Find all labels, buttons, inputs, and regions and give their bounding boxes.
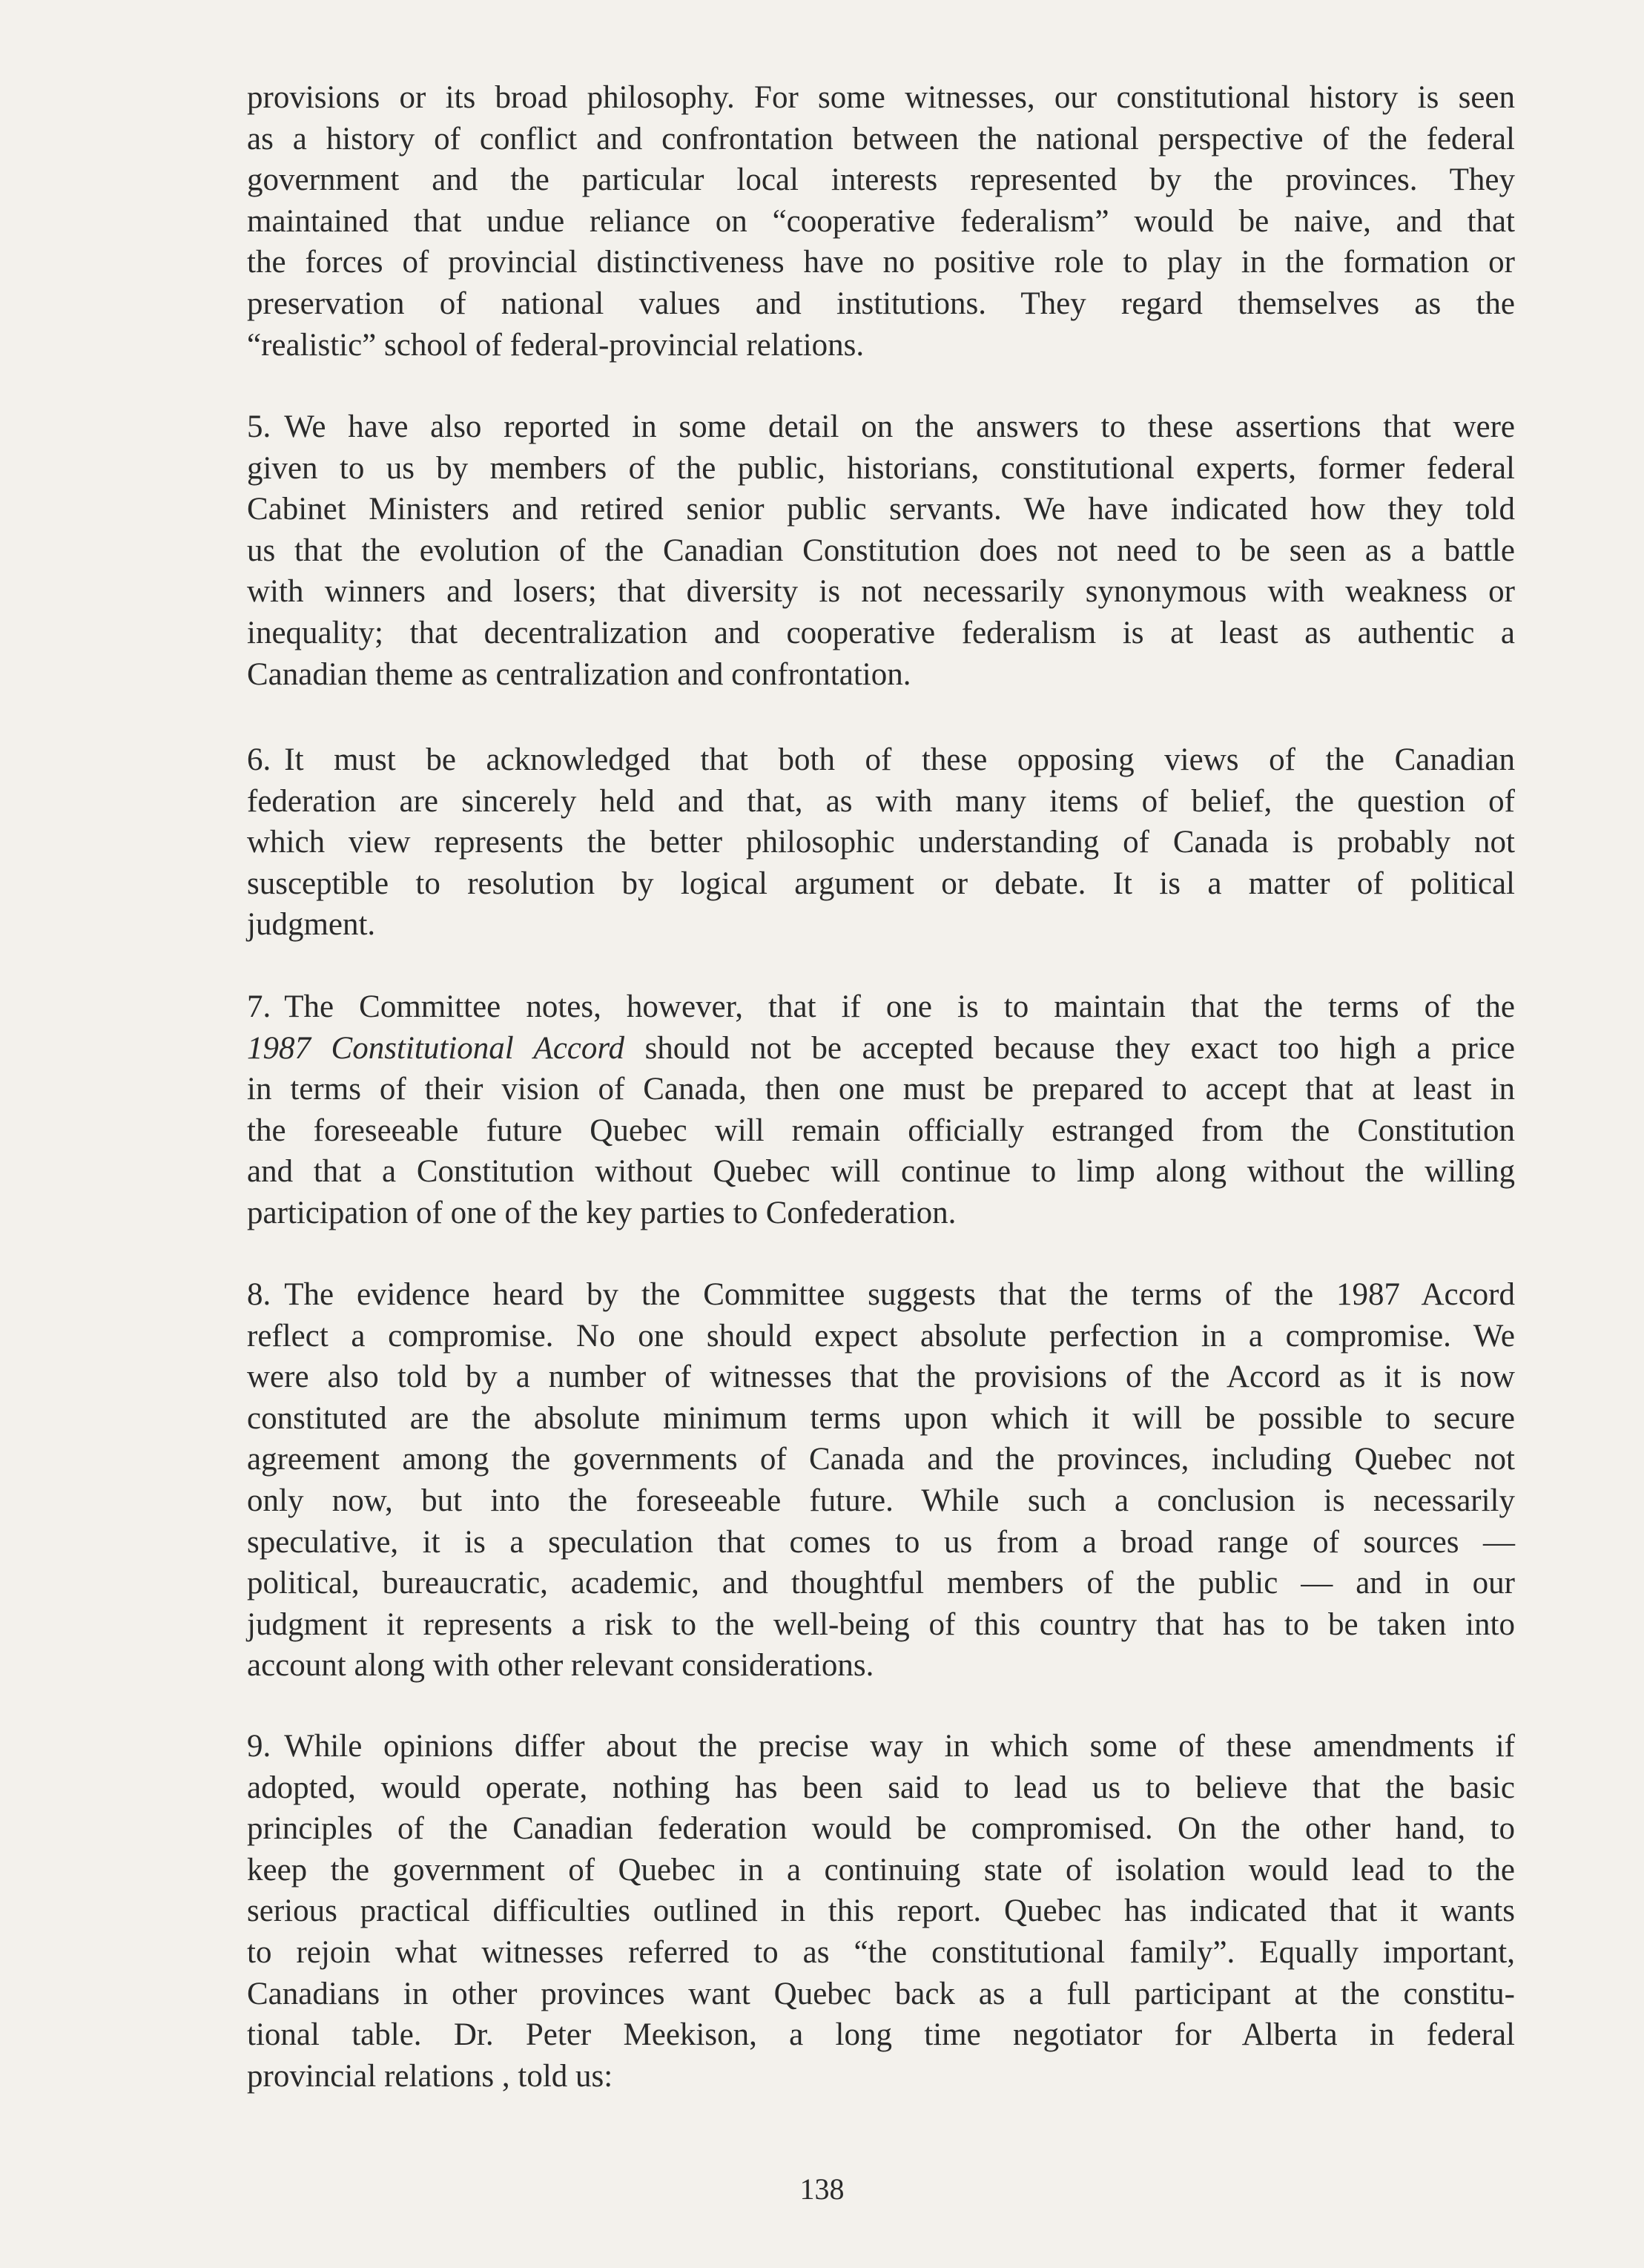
paragraph-6 [247, 739, 1515, 946]
text-line: and that a Constitution without Quebec will continue to limp along without the willing [247, 1154, 1515, 1190]
text-line: to rejoin what witnesses referred to as “the constitutional family”. Equally important, [247, 1934, 1515, 1970]
paragraph-9 [247, 1726, 1515, 2097]
accord-title: 1987 Constitutional Accord [247, 1030, 625, 1066]
text-line: as a history of conflict and confrontation between the national perspective of the federal [247, 121, 1515, 156]
text-line: inequality; that decentralization and cooperative federalism is at least as authentic a [247, 615, 1515, 650]
text-line: the foreseeable future Quebec will remain officially estranged from the Constitution [247, 1112, 1515, 1148]
paragraph-4-continuation [247, 77, 1515, 366]
text-line: only now, but into the foreseeable future. While such a conclusion is necessarily [247, 1483, 1515, 1518]
paragraph-number: 5. [247, 409, 271, 444]
text-line: serious practical difficulties outlined in this report. Quebec has indicated that it wants [247, 1893, 1515, 1929]
text-line: provisions or its broad philosophy. For some witnesses, our constitutional history is seen [247, 80, 1515, 115]
text-line: agreement among the governments of Canada and the provinces, including Quebec not [247, 1442, 1515, 1477]
text-line-content: The evidence heard by the Committee suggests that the terms of the 1987 Accord [284, 1277, 1515, 1312]
text-line [247, 986, 1515, 1028]
text-line: maintained that undue reliance on “cooperative federalism” would be naive, and that [247, 203, 1515, 239]
text-line: given to us by members of the public, historians, constitutional experts, former federal [247, 450, 1515, 486]
text-line-content: We have also reported in some detail on the answers to these assertions that were [284, 409, 1515, 444]
text-line: participation of one of the key parties to Confederation. [247, 1195, 957, 1230]
text-line [247, 1274, 1515, 1316]
text-line: with winners and losers; that diversity is not necessarily synonymous with weakness or [247, 574, 1515, 610]
text-line: keep the government of Quebec in a continuing state of isolation would lead to the [247, 1852, 1515, 1888]
text-line: tional table. Dr. Peter Meekison, a long time negotiator for Alberta in federal [247, 2017, 1515, 2053]
paragraph-8 [247, 1274, 1515, 1687]
paragraph-7 [247, 986, 1515, 1234]
text-line: Canadian theme as centralization and confrontation. [247, 656, 911, 692]
text-line [247, 1726, 1515, 1767]
text-line-content: The Committee notes, however, that if one is to maintain that the terms of the [284, 989, 1515, 1024]
text-line: account along with other relevant considerations. [247, 1648, 874, 1684]
text-line: “realistic” school of federal-provincial relations. [247, 327, 865, 363]
text-line: adopted, would operate, nothing has been said to lead us to believe that the basic [247, 1770, 1515, 1805]
text-line: which view represents the better philosophic understanding of Canada is probably not [247, 825, 1515, 860]
text-line: political, bureaucratic, academic, and thoughtful members of the public — and in our [247, 1566, 1515, 1601]
text-line: government and the particular local interests represented by the provinces. They [247, 162, 1515, 198]
paragraph-number: 6. [247, 742, 271, 777]
text-line-content: While opinions differ about the precise way in which some of these amendments if [284, 1729, 1515, 1764]
text-line: judgment. [247, 907, 376, 943]
paragraph-5 [247, 406, 1515, 695]
text-line: provincial relations , told us: [247, 2058, 613, 2094]
text-line: reflect a compromise. No one should expect absolute perfection in a compromise. We [247, 1318, 1515, 1354]
text-line: federation are sincerely held and that, as with many items of belief, the question of [247, 783, 1515, 819]
text-line: the forces of provincial distinctiveness have no positive role to play in the formation or [247, 245, 1515, 280]
text-line: in terms of their vision of Canada, then one must be prepared to accept that at least in [247, 1072, 1515, 1107]
text-line: speculative, it is a speculation that comes to us from a broad range of sources — [247, 1524, 1515, 1560]
text-line: principles of the Canadian federation would be compromised. On the other hand, to [247, 1811, 1515, 1847]
text-line: Cabinet Ministers and retired senior public servants. We have indicated how they told [247, 492, 1515, 527]
text-line: us that the evolution of the Canadian Constitution does not need to be seen as a battle [247, 533, 1515, 568]
text-line: Canadians in other provinces want Quebec back as a full participant at the constitu- [247, 1976, 1515, 2011]
text-line [247, 1028, 1515, 1069]
paragraph-number: 7. [247, 989, 271, 1024]
text-line: preservation of national values and institutions. They regard themselves as the [247, 286, 1515, 321]
text-line-content: should not be accepted because they exact too high a price [644, 1030, 1515, 1066]
text-line: judgment it represents a risk to the well-being of this country that has to be taken into [247, 1606, 1515, 1642]
paragraph-number: 9. [247, 1729, 271, 1764]
text-line [247, 406, 1515, 448]
paragraph-number: 8. [247, 1277, 271, 1312]
text-line: constituted are the absolute minimum terms upon which it will be possible to secure [247, 1400, 1515, 1436]
page-number: 138 [799, 2172, 845, 2206]
text-line: susceptible to resolution by logical argument or debate. It is a matter of political [247, 866, 1515, 901]
text-line [247, 739, 1515, 781]
text-line-content: It must be acknowledged that both of these opposing views of the Canadian [284, 742, 1515, 777]
text-line: were also told by a number of witnesses that the provisions of the Accord as it is now [247, 1359, 1515, 1395]
